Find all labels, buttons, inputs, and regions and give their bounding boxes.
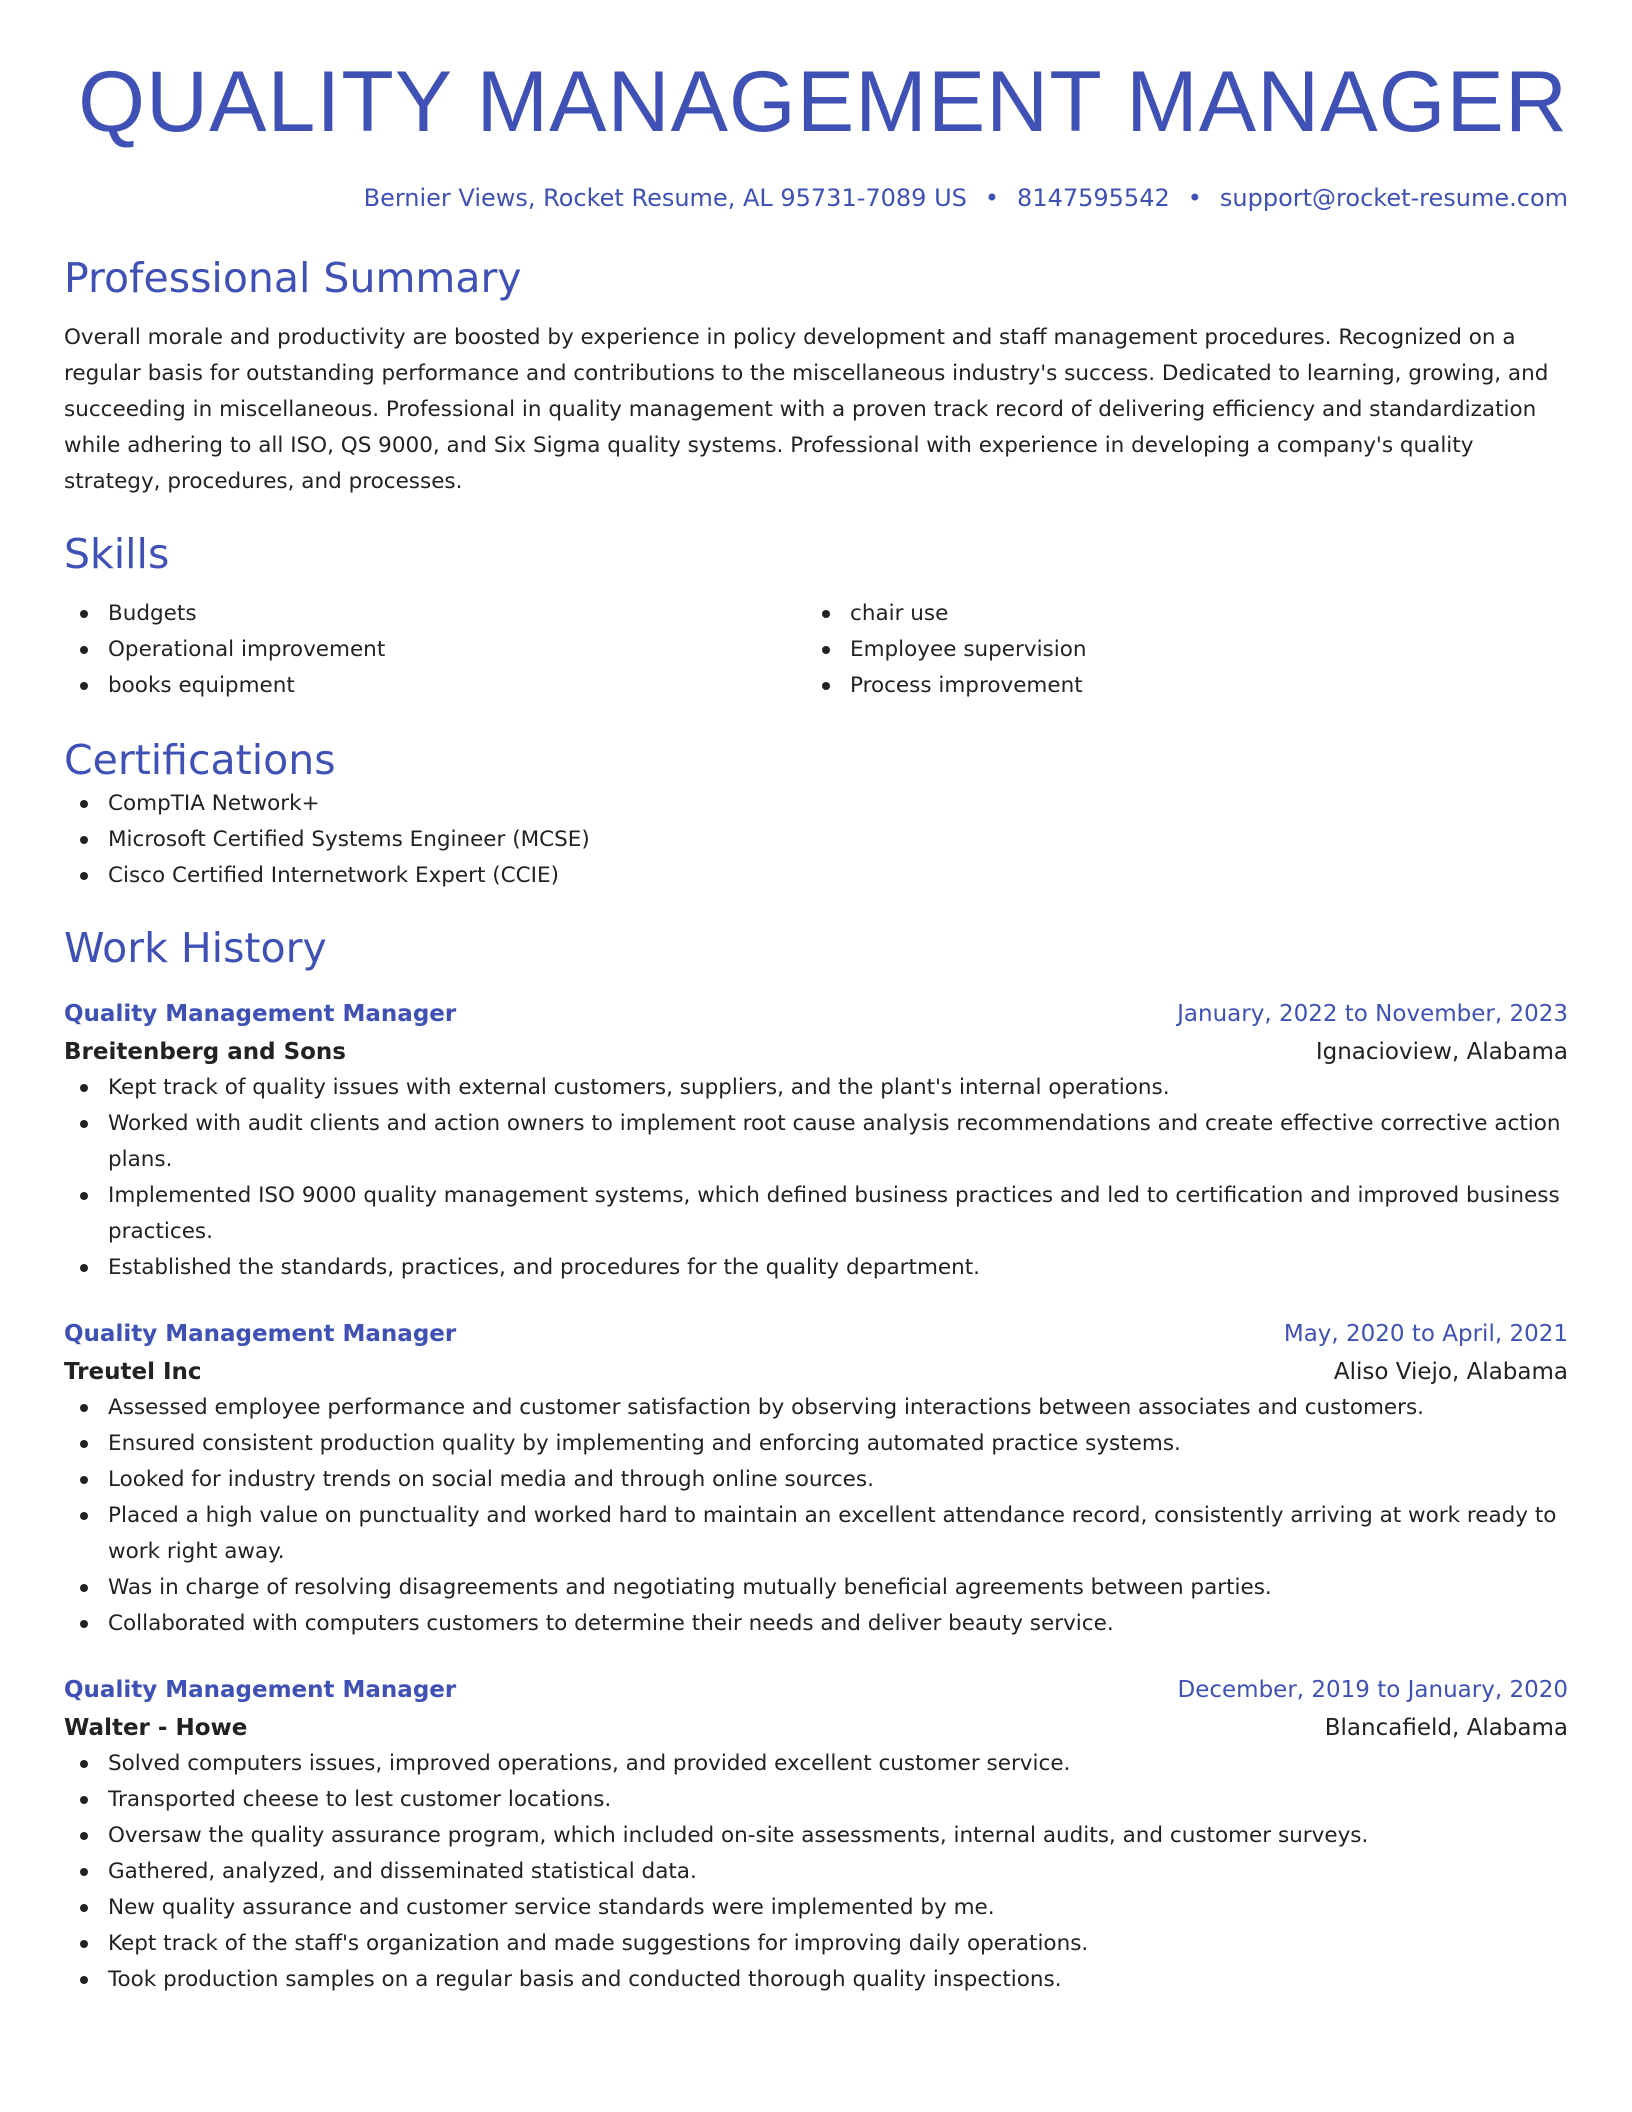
job-dates: January, 2022 to November, 2023: [1177, 1001, 1568, 1027]
job-bullet: Placed a high value on punctuality and worked hard to maintain an excellent attendance record, consistently arriving at work ready to work right away.: [64, 1498, 1568, 1570]
skills-column-right: [806, 596, 1548, 704]
job-bullet: Collaborated with computers customers to determine their needs and deliver beauty service.: [64, 1606, 1568, 1642]
job-bullet: Was in charge of resolving disagreements and negotiating mutually beneficial agreements between parties.: [64, 1570, 1568, 1606]
resume-page: [64, 0, 1568, 1998]
contact-address: Bernier Views, Rocket Resume, AL 95731-7089 US: [363, 184, 967, 212]
job-title: Quality Management Manager: [64, 1001, 457, 1027]
job-bullet: Transported cheese to lest customer locations.: [64, 1782, 1568, 1818]
certifications-list: [64, 786, 1568, 894]
job-title: Quality Management Manager: [64, 1677, 457, 1703]
job-bullet-list: [64, 1070, 1568, 1286]
job-bullet: Worked with audit clients and action owners to implement root cause analysis recommendations and create effective corrective action plans.: [64, 1106, 1568, 1178]
job-company-row: [64, 1352, 1568, 1390]
job-bullet: Implemented ISO 9000 quality management systems, which defined business practices and led to certification and improved business practices.: [64, 1178, 1568, 1250]
job-header-row: [64, 1316, 1568, 1352]
skills-list-right: [806, 596, 1548, 704]
job-company-row: [64, 1708, 1568, 1746]
job-entry: [64, 996, 1568, 1286]
job-bullet: Solved computers issues, improved operations, and provided excellent customer service.: [64, 1746, 1568, 1782]
job-location: Ignacioview, Alabama: [1315, 1039, 1568, 1065]
job-bullet: Ensured consistent production quality by implementing and enforcing automated practice systems.: [64, 1426, 1568, 1462]
certifications-section-title: Certifications: [64, 736, 336, 784]
job-location: Blancafield, Alabama: [1324, 1715, 1568, 1741]
job-bullet: Took production samples on a regular basis and conducted thorough quality inspections.: [64, 1962, 1568, 1998]
job-company: Breitenberg and Sons: [64, 1039, 346, 1065]
job-entry: [64, 1316, 1568, 1642]
job-bullet: New quality assurance and customer service standards were implemented by me.: [64, 1890, 1568, 1926]
skill-item: Process improvement: [806, 668, 1548, 704]
job-bullet: Kept track of the staff's organization and made suggestions for improving daily operations.: [64, 1926, 1568, 1962]
certification-item: Cisco Certified Internetwork Expert (CCIE): [64, 858, 1568, 894]
job-bullet: Looked for industry trends on social media and through online sources.: [64, 1462, 1568, 1498]
contact-line: [64, 182, 1568, 214]
contact-separator: •: [984, 184, 1000, 212]
job-header-row: [64, 1672, 1568, 1708]
job-bullet: Oversaw the quality assurance program, which included on-site assessments, internal audits, and customer surveys.: [64, 1818, 1568, 1854]
job-bullet: Gathered, analyzed, and disseminated statistical data.: [64, 1854, 1568, 1890]
contact-separator: •: [1187, 184, 1202, 212]
work-history-section-title: Work History: [64, 924, 327, 972]
skills-grid: [64, 596, 1568, 704]
skills-column-left: [64, 596, 806, 704]
skill-item: Operational improvement: [64, 632, 806, 668]
job-dates: May, 2020 to April, 2021: [1283, 1321, 1568, 1347]
skill-item: Budgets: [64, 596, 806, 632]
job-entry: [64, 1672, 1568, 1998]
job-location: Aliso Viejo, Alabama: [1333, 1359, 1568, 1385]
skill-item: books equipment: [64, 668, 806, 704]
job-bullet: Assessed employee performance and customer satisfaction by observing interactions between associates and customers.: [64, 1390, 1568, 1426]
job-bullet: Established the standards, practices, and procedures for the quality department.: [64, 1250, 1568, 1286]
job-bullet: Kept track of quality issues with external customers, suppliers, and the plant's internal operations.: [64, 1070, 1568, 1106]
skill-item: chair use: [806, 596, 1548, 632]
job-bullet-list: [64, 1390, 1568, 1642]
summary-paragraph: Overall morale and productivity are boosted by experience in policy development and staff management procedures. Recognized on a regular basis for outstanding performance and contributions to the miscellaneous industry's success. Dedicated to learning, growing, and succeeding in miscellaneous. Professional in quality management with a proven track record of delivering efficiency and standardization while adhering to all ISO, QS 9000, and Six Sigma quality systems. Professional with experience in developing a company's quality strategy, procedures, and processes.: [64, 325, 1549, 494]
job-company: Treutel Inc: [64, 1359, 202, 1385]
skills-section-title: Skills: [64, 530, 170, 578]
resume-name-heading: QUALITY MANAGEMENT MANAGER: [78, 54, 1568, 150]
contact-email: support@rocket-resume.com: [1219, 184, 1568, 212]
certification-item: CompTIA Network+: [64, 786, 1568, 822]
job-title: Quality Management Manager: [64, 1321, 457, 1347]
skills-list-left: [64, 596, 806, 704]
job-bullet-list: [64, 1746, 1568, 1998]
job-dates: December, 2019 to January, 2020: [1177, 1677, 1568, 1703]
job-company-row: [64, 1032, 1568, 1070]
job-company: Walter - Howe: [64, 1715, 248, 1741]
contact-phone: 8147595542: [1017, 184, 1170, 212]
job-header-row: [64, 996, 1568, 1032]
certification-item: Microsoft Certified Systems Engineer (MCSE): [64, 822, 1568, 858]
summary-section-title: Professional Summary: [64, 254, 522, 302]
skill-item: Employee supervision: [806, 632, 1548, 668]
